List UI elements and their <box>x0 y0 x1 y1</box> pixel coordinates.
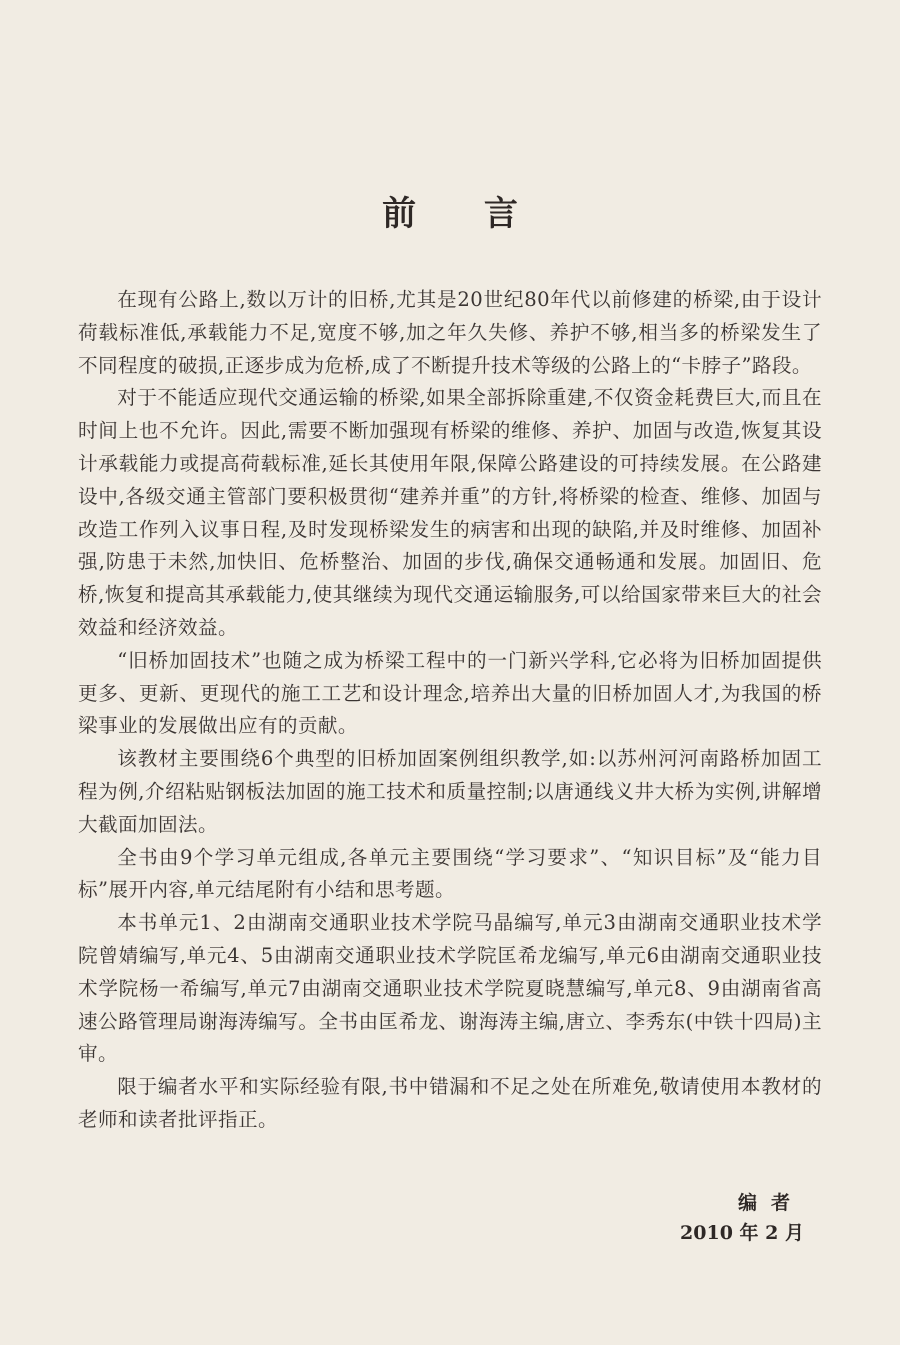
paragraph: 对于不能适应现代交通运输的桥梁,如果全部拆除重建,不仅资金耗费巨大,而且在时间上也不允许。因此,需要不断加强现有桥梁的维修、养护、加固与改造,恢复其设计承载能力或提高荷载标准,延长其使用年限,保障公路建设的可持续发展。在公路建设中,各级交通主管部门要积极贯彻“建养并重”的方针,将桥梁的检查、维修、加固与改造工作列入议事日程,及时发现桥梁发生的病害和出现的缺陷,并及时维修、加固补强,防患于未然,加快旧、危桥整治、加固的步伐,确保交通畅通和发展。加固旧、危桥,恢复和提高其承载能力,使其继续为现代交通运输服务,可以给国家带来巨大的社会效益和经济效益。 <box>78 386 822 639</box>
paragraph: 在现有公路上,数以万计的旧桥,尤其是20世纪80年代以前修建的桥梁,由于设计荷载标准低,承载能力不足,宽度不够,加之年久失修、养护不够,相当多的桥梁发生了不同程度的破损,正逐步成为危桥,成了不断提升技术等级的公路上的“卡脖子”路段。 <box>78 288 822 377</box>
preface-body <box>78 284 822 1137</box>
paragraph: 本书单元1、2由湖南交通职业技术学院马晶编写,单元3由湖南交通职业技术学院曾婧编写,单元4、5由湖南交通职业技术学院匡希龙编写,单元6由湖南交通职业技术学院杨一希编写,单元7由湖南交通职业技术学院夏晓慧编写,单元8、9由湖南省高速公路管理局谢海涛编写。全书由匡希龙、谢海涛主编,唐立、李秀东(中铁十四局)主审。 <box>78 911 822 1066</box>
page-title: 前 言 <box>382 194 546 234</box>
signature-date: 2010 年 2 月 <box>680 1222 804 1244</box>
paragraph: 限于编者水平和实际经验有限,书中错漏和不足之处在所难免,敬请使用本教材的老师和读者批评指正。 <box>78 1075 822 1131</box>
paragraph: 该教材主要围绕6个典型的旧桥加固案例组织教学,如:以苏州河河南路桥加固工程为例,介绍粘贴钢板法加固的施工技术和质量控制;以唐通线义井大桥为实例,讲解增大截面加固法。 <box>78 747 822 836</box>
paragraph: “旧桥加固技术”也随之成为桥梁工程中的一门新兴学科,它必将为旧桥加固提供更多、更新、更现代的施工工艺和设计理念,培养出大量的旧桥加固人才,为我国的桥梁事业的发展做出应有的贡献。 <box>78 648 822 738</box>
signature-author: 编者 <box>737 1192 804 1214</box>
paragraph: 全书由9个学习单元组成,各单元主要围绕“学习要求”、“知识目标”及“能力目标”展开内容,单元结尾附有小结和思考题。 <box>78 845 822 902</box>
